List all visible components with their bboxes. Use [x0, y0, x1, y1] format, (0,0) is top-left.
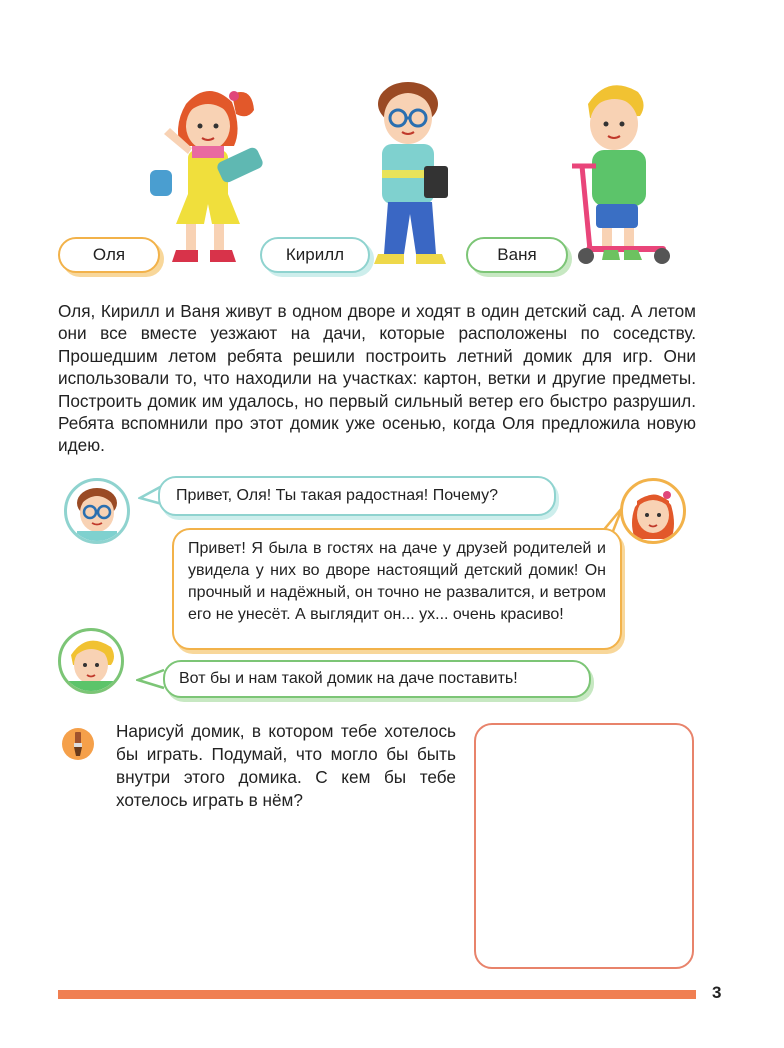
- vanya-avatar: [58, 628, 124, 694]
- kirill-illustration: [362, 74, 462, 269]
- speech-bubble-vanya: Вот бы и нам такой домик на даче поставить!: [163, 660, 591, 698]
- olya-illustration: [148, 74, 268, 269]
- olya-avatar: [620, 478, 686, 544]
- vanya-illustration: [568, 74, 678, 269]
- footer-bar: [58, 990, 696, 999]
- drawing-area[interactable]: [474, 723, 694, 969]
- speech-bubble-olya: Привет! Я была в гостях на даче у друзей родителей и увидела у них во дворе настоящий детский домик! Он прочный и надёжный, он точно не развалится, и ветром его не унесёт. А выглядит он... ух... очень красиво!: [172, 528, 622, 650]
- paintbrush-icon: [62, 728, 94, 760]
- story-paragraph: Оля, Кирилл и Ваня живут в одном дворе и ходят в один детский сад. А летом они все вместе уезжают на дачи, которые расположены по соседству. Прошедшим летом ребята решили построить летний домик для игр. Они использовали то, что находили на участках: картон, ветки и другие предметы. Построить домик им удалось, но первый сильный ветер его быстро разрушил. Ребята вспомнили про этот домик уже осенью, когда Оля предложила новую идею.: [58, 301, 696, 456]
- name-label-kirill: Кирилл: [260, 237, 370, 273]
- bubble-tail-vanya: [136, 668, 166, 692]
- speech-bubble-kirill: Привет, Оля! Ты такая радостная! Почему?: [158, 476, 556, 516]
- page-number: 3: [712, 983, 722, 1002]
- name-label-olya: Оля: [58, 237, 160, 273]
- name-label-vanya: Ваня: [466, 237, 568, 273]
- task-instruction: Нарисуй домик, в котором тебе хотелось бы играть. Подумай, что могло бы быть внутри этого домика. С кем бы тебе хотелось играть в нём?: [116, 721, 456, 810]
- kirill-avatar: [64, 478, 130, 544]
